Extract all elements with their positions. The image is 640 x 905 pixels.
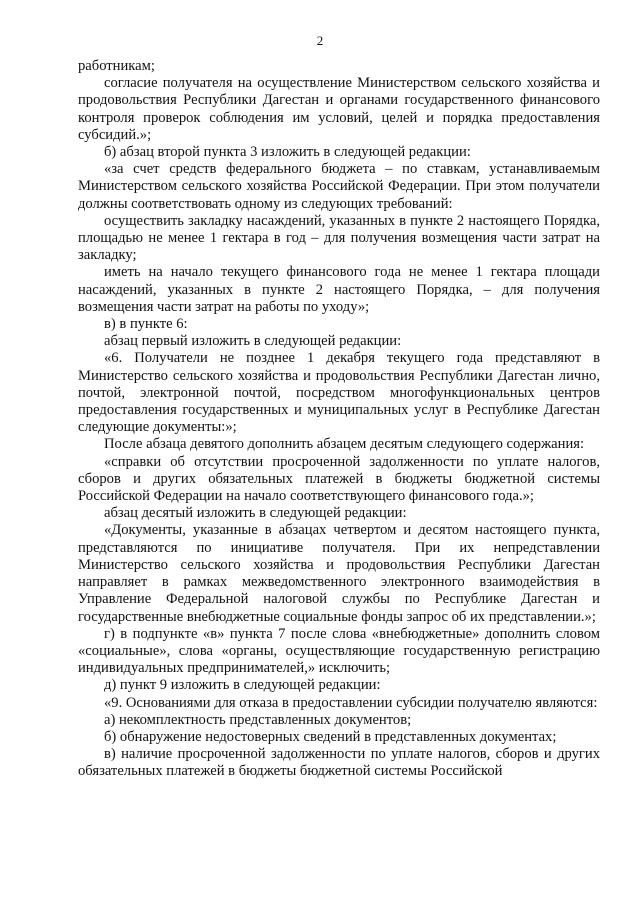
paragraph: согласие получателя на осуществление Министерством сельского хозяйства и продовольствия Республики Дагестан и органами государственного финансового контроля проверок соблюдения им условий, целей и порядка предоставления субсидий.»; [78, 75, 600, 143]
paragraph: «6. Получатели не позднее 1 декабря текущего года представляют в Министерство сельского хозяйства и продовольствия Республики Дагестан лично, почтой, электронной почтой, посредством многофункциональных центров предоставления государственных и муниципальных услуг в Республике Дагестан следующие документы:»; [78, 350, 600, 436]
document-body [78, 58, 600, 781]
paragraph: а) некомплектность представленных документов; [104, 711, 412, 728]
paragraph: «Документы, указанные в абзацах четвертом и десятом настоящего пункта, представляются по инициативе получателя. При их непредставлении Министерство сельского хозяйства и продовольствия Республики Дагестан направляет в рамках межведомственного электронного взаимодействия в Управление Федеральной налоговой службы по Республике Дагестан и государственные внебюджетные социальные фонды запрос об их представлении.»; [78, 522, 600, 625]
paragraph: «справки об отсутствии просроченной задолженности по уплате налогов, сборов и других обязательных платежей в бюджеты бюджетной системы Российской Федерации на начало соответствующего финансового года.»; [78, 453, 600, 505]
paragraph: «9. Основаниями для отказа в предоставлении субсидии получателю являются: [104, 694, 598, 711]
paragraph: работникам; [78, 58, 155, 74]
paragraph: осуществить закладку насаждений, указанных в пункте 2 настоящего Порядка, площадью не менее 1 гектара в год – для получения возмещения части затрат на закладку; [78, 212, 600, 264]
paragraph: «за счет средств федерального бюджета – по ставкам, устанавливаемым Министерством сельского хозяйства Российской Федерации. При этом получатели должны соответствовать одному из следующих требований: [78, 161, 600, 212]
paragraph: г) в подпункте «в» пункта 7 после слова «внебюджетные» дополнить словом «социальные», слова «органы, осуществляющие государственную регистрацию индивидуальных предпринимателей,» исключить; [78, 625, 600, 677]
paragraph: б) абзац второй пункта 3 изложить в следующей редакции: [104, 144, 471, 161]
paragraph: иметь на начало текущего финансового года не менее 1 гектара площади насаждений, указанных в пункте 2 настоящего Порядка, – для получения возмещения части затрат на работы по уходу»; [78, 264, 600, 315]
paragraph: д) пункт 9 изложить в следующей редакции: [104, 677, 381, 694]
paragraph: в) наличие просроченной задолженности по уплате налогов, сборов и других обязательных платежей в бюджеты бюджетной системы Российской [78, 746, 600, 780]
paragraph: б) обнаружение недостоверных сведений в представленных документах; [104, 728, 557, 745]
paragraph: в) в пункте 6: [104, 316, 188, 333]
page-number: 2 [316, 33, 324, 48]
paragraph: абзац десятый изложить в следующей редакции: [104, 505, 407, 522]
paragraph: После абзаца девятого дополнить абзацем десятым следующего содержания: [104, 436, 585, 453]
paragraph: абзац первый изложить в следующей редакции: [104, 333, 402, 350]
